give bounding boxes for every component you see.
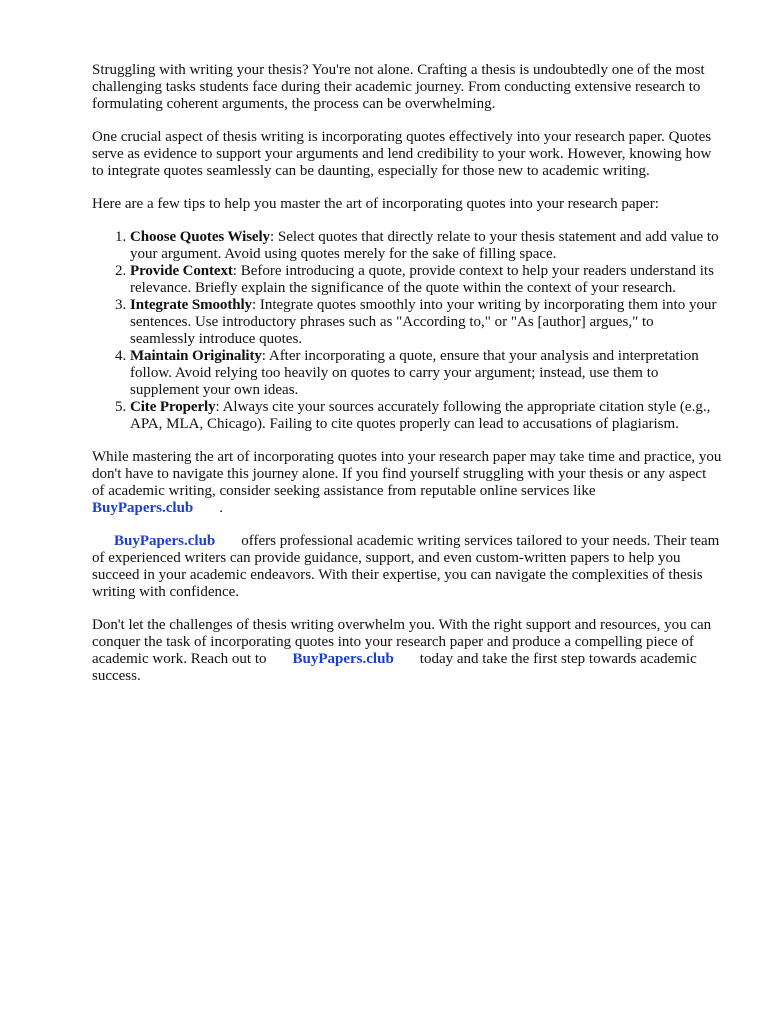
buypapers-link[interactable]: BuyPapers.club	[292, 651, 394, 667]
closing-text-before: Don't let the challenges of thesis writing overwhelm you. With the right support and resources, you can conquer the task of incorporating quotes into your research paper and produce a compelling piece of academic work. Reach out to	[92, 617, 712, 667]
list-item	[130, 263, 722, 297]
tip-text: : Before introducing a quote, provide context to help your readers understand its relevance. Briefly explain the significance of the quote within the context of your research.	[130, 263, 714, 296]
buypapers-link[interactable]: BuyPapers.club	[92, 500, 194, 516]
tips-intro-paragraph: Here are a few tips to help you master the art of incorporating quotes into your research paper:	[92, 196, 659, 212]
intro-paragraph: Struggling with writing your thesis? You're not alone. Crafting a thesis is undoubtedly one of the most challenging tasks students face during their academic journey. From conducting extensive research to formulating coherent arguments, the process can be overwhelming.	[92, 62, 705, 112]
list-item	[130, 297, 722, 348]
assistance-text: While mastering the art of incorporating quotes into your research paper may take time and practice, you don't have to navigate this journey alone. If you find yourself struggling with your thesis or any aspect of academic writing, consider seeking assistance from reputable online services like	[92, 449, 722, 499]
list-item	[130, 399, 722, 433]
document-body	[92, 62, 722, 701]
tip-text: : Select quotes that directly relate to your thesis statement and add value to your argument. Avoid using quotes merely for the sake of filling space.	[130, 229, 719, 262]
quotes-importance-paragraph: One crucial aspect of thesis writing is incorporating quotes effectively into your research paper. Quotes serve as evidence to support your arguments and lend credibility to your work. However, knowing how to integrate quotes seamlessly can be daunting, especially for those new to academic writing.	[92, 129, 712, 179]
assistance-end: .	[219, 500, 224, 516]
closing-text-after: today and take the first step towards academic success.	[92, 651, 697, 684]
closing-paragraph	[92, 617, 722, 685]
tip-text: : After incorporating a quote, ensure that your analysis and interpretation follow. Avoid relying too heavily on quotes to carry your argument; instead, use them to supplement your own ideas.	[130, 348, 699, 398]
assistance-paragraph	[92, 449, 722, 517]
tip-term: Maintain Originality	[130, 348, 262, 364]
tip-term: Cite Properly	[130, 399, 216, 415]
list-item	[130, 348, 722, 399]
list-item	[130, 229, 722, 263]
tip-term: Integrate Smoothly	[130, 297, 252, 313]
tip-term: Choose Quotes Wisely	[130, 229, 270, 245]
offer-text: offers professional academic writing services tailored to your needs. Their team of experienced writers can provide guidance, support, and even custom-written papers to help you succeed in your academic endeavors. With their expertise, you can navigate the complexities of thesis writing with confidence.	[92, 533, 720, 600]
buypapers-link[interactable]: BuyPapers.club	[114, 533, 216, 549]
tip-text: : Integrate quotes smoothly into your writing by incorporating them into your sentences. Use introductory phrases such as "According to," or "As [author] argues," to seamlessly introduce quotes.	[130, 297, 717, 347]
offer-paragraph	[92, 533, 722, 601]
tip-term: Provide Context	[130, 263, 233, 279]
tips-list	[92, 229, 722, 433]
tip-text: : Always cite your sources accurately following the appropriate citation style (e.g., APA, MLA, Chicago). Failing to cite quotes properly can lead to accusations of plagiarism.	[130, 399, 711, 432]
